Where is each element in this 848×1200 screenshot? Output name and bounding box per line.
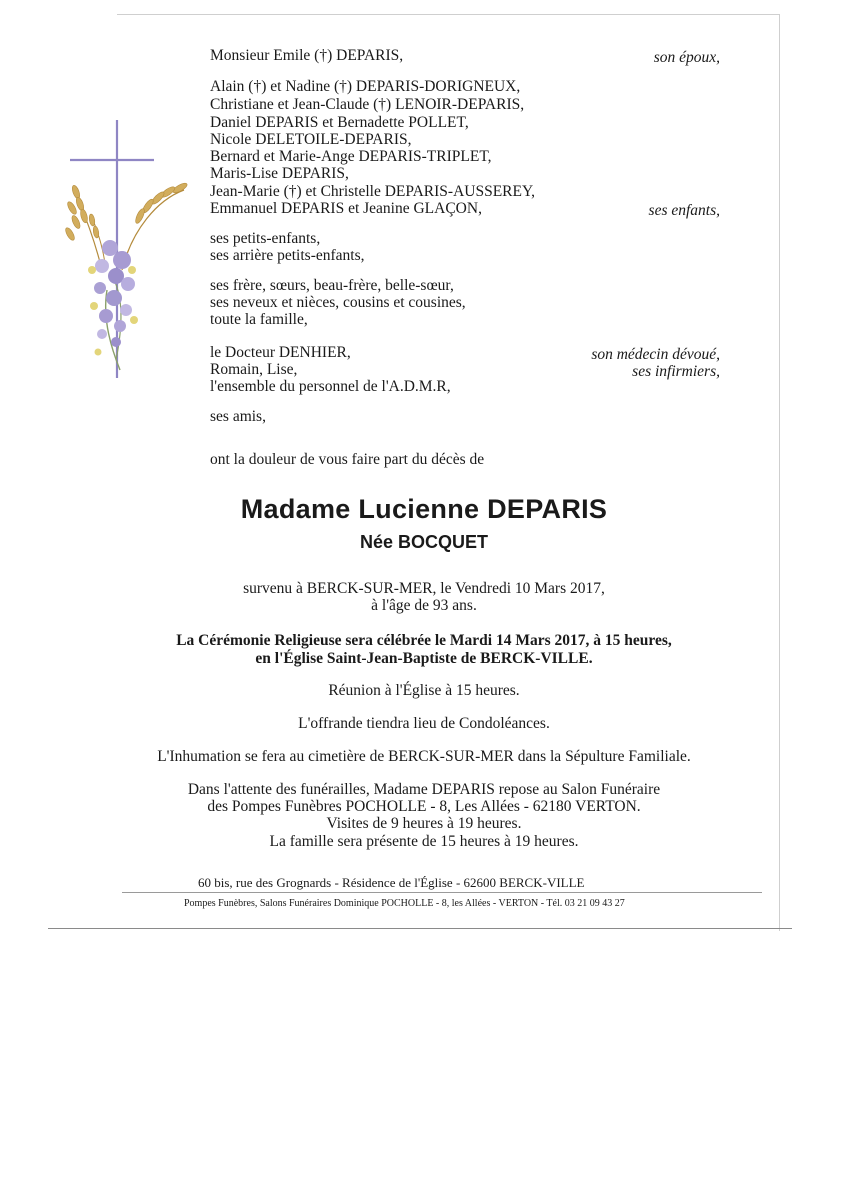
deceased-born-name: Née BOCQUET <box>359 532 489 552</box>
family-line: toute la famille, <box>210 311 308 328</box>
care-line: Romain, Lise, <box>210 361 298 378</box>
care-line: le Docteur DENHIER, <box>210 344 351 361</box>
care-role: son médecin dévoué, <box>591 346 720 363</box>
husband-role: son époux, <box>653 49 720 66</box>
burial-line: L'Inhumation se fera au cimetière de BERCK-SUR-MER dans la Sépulture Familiale. <box>157 748 691 765</box>
family-line: ses frère, sœurs, beau-frère, belle-sœur, <box>210 277 454 294</box>
deceased-name: Madame Lucienne DEPARIS <box>240 494 608 524</box>
offering-line: L'offrande tiendra lieu de Condoléances. <box>298 715 550 732</box>
child-line: Bernard et Marie-Ange DEPARIS-TRIPLET, <box>210 148 492 165</box>
footer-company: Pompes Funèbres, Salons Funéraires Dominique POCHOLLE - 8, les Allées - VERTON - Tél. 03 21 09 43 27 <box>184 898 625 909</box>
ceremony-line: La Cérémonie Religieuse sera célébrée le Mardi 14 Mars 2017, à 15 heures, <box>176 632 672 649</box>
care-role: ses infirmiers, <box>632 363 720 380</box>
child-line: Nicole DELETOILE-DEPARIS, <box>210 131 412 148</box>
footer-address: 60 bis, rue des Grognards - Résidence de l'Église - 62600 BERCK-VILLE <box>198 875 585 890</box>
child-line: Christiane et Jean-Claude (†) LENOIR-DEPARIS, <box>210 96 525 113</box>
family-line: ses neveux et nièces, cousins et cousines, <box>210 294 466 311</box>
family-presence-line: La famille sera présente de 15 heures à 19 heures. <box>269 833 579 850</box>
death-line: survenu à BERCK-SUR-MER, le Vendredi 10 Mars 2017, <box>243 580 605 597</box>
child-line: Jean-Marie (†) et Christelle DEPARIS-AUSSEREY, <box>210 183 536 200</box>
child-line: Daniel DEPARIS et Bernadette POLLET, <box>210 114 469 131</box>
rest-line: des Pompes Funèbres POCHOLLE - 8, Les Allées - 62180 VERTON. <box>207 798 641 815</box>
care-line: l'ensemble du personnel de l'A.D.M.R, <box>210 378 451 395</box>
announce-line: ont la douleur de vous faire part du décès de <box>210 451 485 468</box>
husband-line: Monsieur Emile (†) DEPARIS, <box>210 47 404 64</box>
ceremony-line: en l'Église Saint-Jean-Baptiste de BERCK-VILLE. <box>255 650 593 667</box>
grandchildren-line: ses arrière petits-enfants, <box>210 247 365 264</box>
meeting-line: Réunion à l'Église à 15 heures. <box>328 682 520 699</box>
child-line: Alain (†) et Nadine (†) DEPARIS-DORIGNEUX, <box>210 78 521 95</box>
friends-line: ses amis, <box>210 408 266 425</box>
grandchildren-line: ses petits-enfants, <box>210 230 321 247</box>
child-line: Maris-Lise DEPARIS, <box>210 165 349 182</box>
card-bottom-fold <box>48 928 792 929</box>
cross-wheat-flowers-ornament <box>62 120 197 382</box>
rest-line: Dans l'attente des funérailles, Madame DEPARIS repose au Salon Funéraire <box>187 781 661 798</box>
age-line: à l'âge de 93 ans. <box>371 597 477 614</box>
flowers-icon <box>88 240 138 370</box>
child-line: Emmanuel DEPARIS et Jeanine GLAÇON, <box>210 200 482 217</box>
children-role: ses enfants, <box>648 202 720 219</box>
visits-line: Visites de 9 heures à 19 heures. <box>326 815 522 832</box>
footer-divider <box>122 892 762 893</box>
